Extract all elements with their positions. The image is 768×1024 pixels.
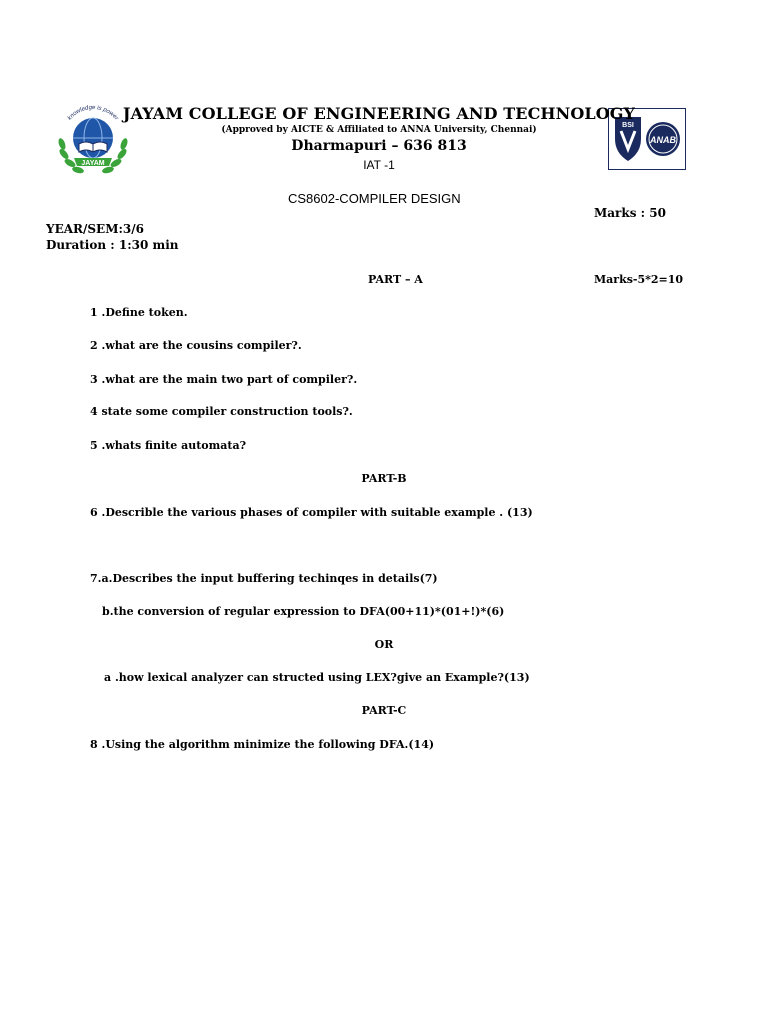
college-name: JAYAM COLLEGE OF ENGINEERING AND TECHNOLOGY [122, 104, 636, 123]
question-5: 5 .whats finite automata? [90, 439, 247, 452]
anab-label: ANAB [650, 135, 676, 145]
question-7a: 7.a.Describes the input buffering techinqes in details(7) [90, 572, 438, 585]
question-8: 8 .Using the algorithm minimize the following DFA.(14) [90, 738, 435, 751]
approval-line: (Approved by AICTE & Affiliated to ANNA University, Chennai) [221, 125, 537, 135]
question-1: 1 .Define token. [90, 306, 188, 319]
question-6: 6 .Describle the various phases of compiler with suitable example . (13) [90, 506, 533, 519]
part-c-title: PART-C [361, 704, 407, 717]
city-line: Dharmapuri – 636 813 [291, 138, 467, 154]
logo-arc-text: knowledge is power [67, 104, 120, 122]
bsi-label: BSI [622, 122, 634, 129]
question-7-alternative: a .how lexical analyzer can structed using LEX?give an Example?(13) [104, 671, 530, 684]
exam-name: IAT -1 [363, 158, 395, 172]
question-3: 3 .what are the main two part of compiler?. [90, 373, 358, 386]
course-title: CS8602-COMPILER DESIGN [288, 191, 461, 206]
year-semester: YEAR/SEM:3/6 [46, 222, 144, 236]
question-7b: b.the conversion of regular expression to DFA(00+11)*(01+!)*(6) [102, 605, 505, 618]
part-b-title: PART-B [361, 472, 407, 485]
part-a-marks: Marks-5*2=10 [594, 273, 684, 286]
duration: Duration : 1:30 min [46, 238, 179, 252]
total-marks: Marks : 50 [594, 206, 666, 220]
question-4: 4 state some compiler construction tools?. [90, 405, 353, 418]
question-2: 2 .what are the cousins compiler?. [90, 339, 302, 352]
part-a-title: PART – A [368, 273, 423, 286]
logo-banner-text: JAYAM [81, 160, 105, 167]
or-separator: OR [374, 638, 394, 651]
